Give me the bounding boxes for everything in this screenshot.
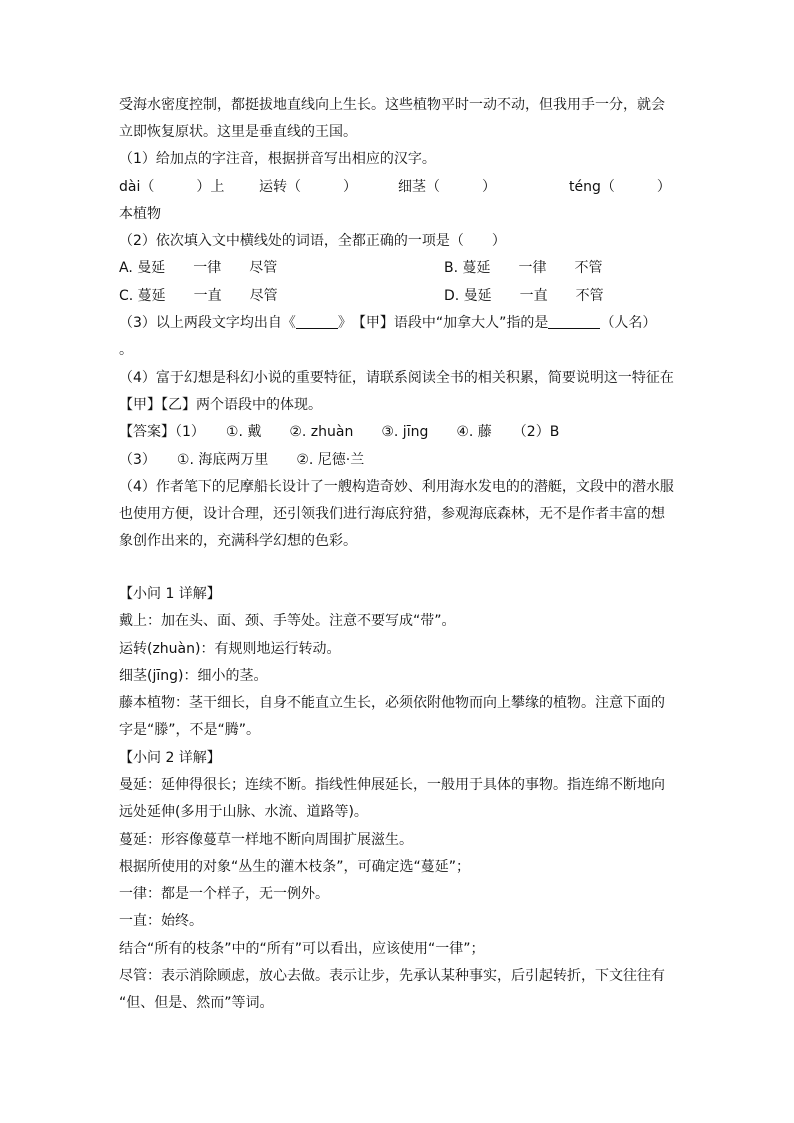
answer-line-2: （3） ①. 海底两万里 ②. 尼德·兰 xyxy=(119,452,365,468)
q2-option-c: C. 蔓延 一直 尽管 xyxy=(119,288,278,304)
detail-1-line-3: 细茎(jīng)：细小的茎。 xyxy=(119,668,268,684)
detail-2-line-8: 尽管：表示消除顾虑，放心去做。表示让步，先承认某种事实，后引起转折，下文往往有 xyxy=(119,968,665,984)
detail-2-line-4: 根据所使用的对象“丛生的灌木枝条”，可确定选“蔓延”； xyxy=(119,859,471,875)
question-3 xyxy=(119,313,656,333)
question-4-line-2: 【甲】【乙】两个语段中的体现。 xyxy=(119,397,322,413)
detail-2-heading: 【小问 2 详解】 xyxy=(119,750,221,766)
q3-continuation: 。 xyxy=(119,342,133,358)
q3-text-part1: （3）以上两段文字均出自《 xyxy=(119,315,296,331)
question-2-prompt: （2）依次填入文中横线处的词语，全都正确的一项是（ ） xyxy=(119,233,506,249)
detail-2-line-6: 一直：始终。 xyxy=(119,913,203,929)
q1-item-b: 运转（ ） xyxy=(259,179,357,195)
detail-2-line-9: “但、但是、然而”等词。 xyxy=(119,995,274,1011)
answer-line-3: （4）作者笔下的尼摩船长设计了一艘构造奇妙、利用海水发电的的潜艇，文段中的潜水服 xyxy=(119,479,674,495)
q1-item-c: 细茎（ ） xyxy=(398,179,496,195)
q2-option-d: D. 曼延 一直 不管 xyxy=(444,288,604,304)
passage-line-1: 受海水密度控制，都挺拔地直线向上生长。这些植物平时一动不动，但我用手一分，就会 xyxy=(119,97,665,113)
detail-2-line-2: 远处延伸(多用于山脉、水流、道路等)。 xyxy=(119,804,368,820)
q2-option-a: A. 曼延 一律 尽管 xyxy=(119,260,278,276)
q3-book-blank xyxy=(296,314,338,329)
answer-line-4: 也使用方便，设计合理，还引领我们进行海底狩猎，参观海底森林，无不是作者丰富的想 xyxy=(119,506,665,522)
detail-1-line-4: 藤本植物：茎干细长，自身不能直立生长，必须依附他物而向上攀缘的植物。注意下面的 xyxy=(119,695,665,711)
passage-line-2: 立即恢复原状。这里是垂直线的王国。 xyxy=(119,124,357,140)
detail-1-heading: 【小问 1 详解】 xyxy=(119,586,221,602)
detail-1-line-2: 运转(zhuàn)：有规则地运行转动。 xyxy=(119,641,341,657)
q1-item-d-continuation: 本植物 xyxy=(119,206,161,222)
answer-line-5: 象创作出来的，充满科学幻想的色彩。 xyxy=(119,533,357,549)
question-4-line-1: （4）富于幻想是科幻小说的重要特征，请联系阅读全书的相关积累，简要说明这一特征在 xyxy=(119,370,674,386)
q1-item-d: téng（ ） xyxy=(569,179,671,195)
detail-2-line-7: 结合“所有的枝条”中的“所有”可以看出，应该使用“一律”； xyxy=(119,941,485,957)
question-1-prompt: （1）给加点的字注音，根据拼音写出相应的汉字。 xyxy=(119,151,436,167)
q3-name-blank xyxy=(548,314,600,329)
q3-text-part2: 》 【甲】语段中“加拿大人”指的是 xyxy=(337,315,549,331)
q1-item-a: dài（ ）上 xyxy=(119,179,225,195)
detail-1-line-5: 字是“滕”，不是“腾”。 xyxy=(119,722,261,738)
detail-2-line-5: 一律：都是一个样子，无一例外。 xyxy=(119,886,329,902)
detail-2-line-3: 蔓延：形容像蔓草一样地不断向周围扩展滋生。 xyxy=(119,832,413,848)
answer-line-1: 【答案】（1） ①. 戴 ②. zhuàn ③. jīng ④. 藤 （2）B xyxy=(119,424,560,440)
q2-option-b: B. 蔓延 一律 不管 xyxy=(444,260,603,276)
detail-1-line-1: 戴上：加在头、面、颈、手等处。注意不要写成“带”。 xyxy=(119,613,456,629)
detail-2-line-1: 曼延：延伸得很长；连续不断。指线性伸展延长，一般用于具体的事物。指连绵不断地向 xyxy=(119,777,665,793)
q3-text-part3: （人名） xyxy=(600,315,657,331)
